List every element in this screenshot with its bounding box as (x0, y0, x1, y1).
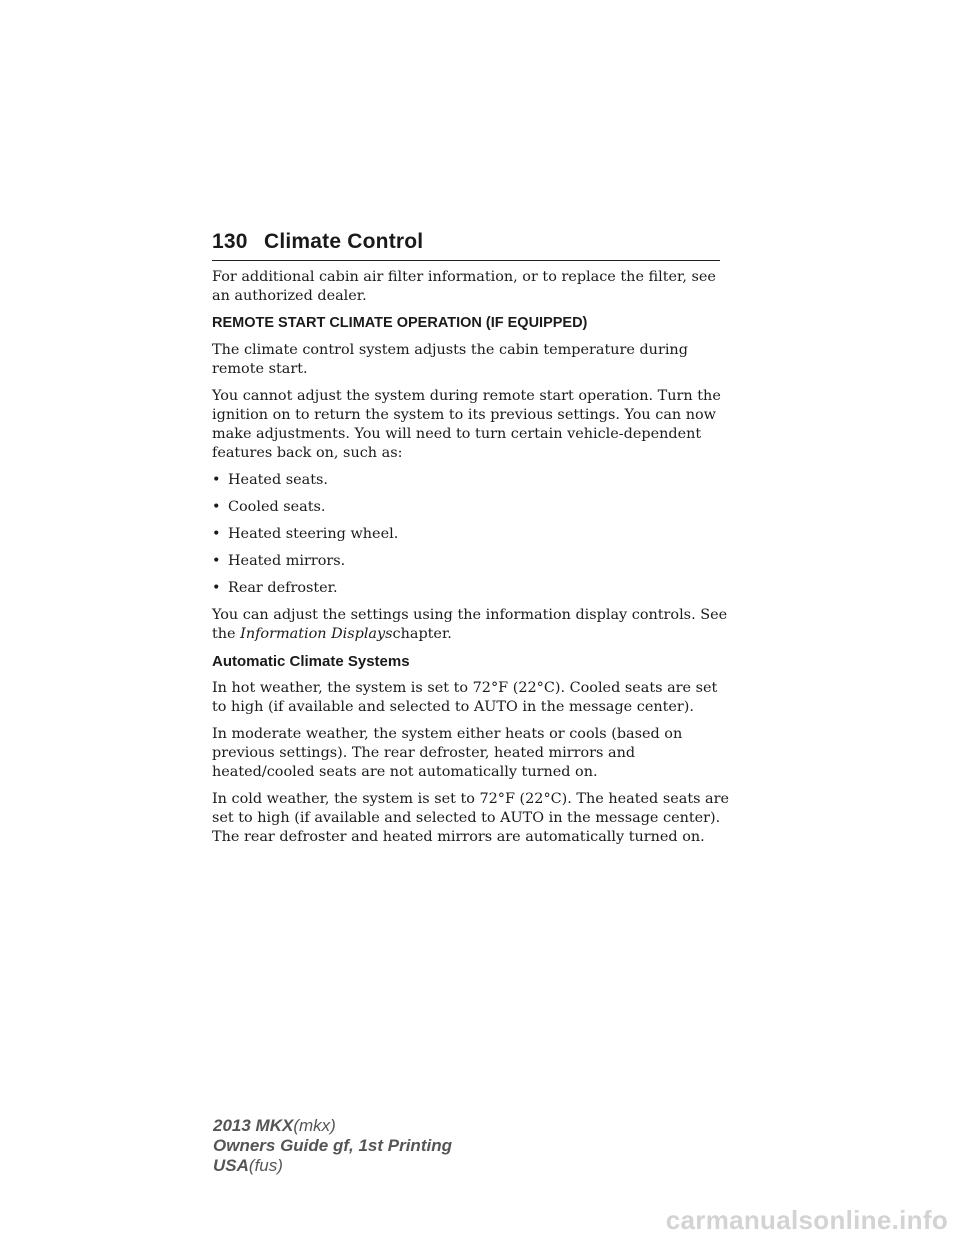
subheading-automatic-climate: Automatic Climate Systems (212, 653, 410, 670)
features-list (212, 471, 732, 598)
bullet-icon: • (212, 553, 221, 569)
list-item-text: Heated seats. (228, 472, 328, 488)
paragraph-remote-start-intro: The climate control system adjusts the cabin temperature during remote start. (212, 342, 688, 377)
section-heading-remote-start: REMOTE START CLIMATE OPERATION (IF EQUIPPED) (212, 315, 588, 331)
paragraph-moderate-weather: In moderate weather, the system either heats or cools (based on previous settings). The rear defroster, heated mirrors and heated/cooled seats are not automatically turned on. (212, 726, 683, 780)
paragraph-cabin-filter: For additional cabin air filter information, or to replace the filter, see an authorized dealer. (212, 269, 716, 304)
footer-guide: Owners Guide gf, 1st Printing (213, 1136, 452, 1155)
bullet-icon: • (212, 499, 221, 515)
list-item-text: Heated steering wheel. (228, 526, 399, 542)
paragraph-cold-weather: In cold weather, the system is set to 72°F (22°C). The heated seats are set to high (if available and selected to AUTO in the message center). The rear defroster and heated mirrors are automatically turned on. (212, 791, 730, 845)
footer-region-code: (fus) (248, 1156, 283, 1175)
site-watermark: carmanualsonline.info (665, 1205, 948, 1235)
list-item (212, 498, 732, 517)
page-content (212, 268, 732, 855)
page-number: 130 (212, 230, 248, 253)
info-displays-chapter-link[interactable]: Information Displays (240, 626, 393, 642)
paragraph-hot-weather: In hot weather, the system is set to 72°F (22°C). Cooled seats are set to high (if available and selected to AUTO in the message center). (212, 680, 718, 715)
info-display-text-end: chapter. (392, 626, 452, 642)
footer-model-line (213, 1116, 452, 1136)
chapter-title: Climate Control (264, 230, 424, 253)
footer-region-line (213, 1156, 452, 1176)
list-item (212, 525, 732, 544)
paragraph-info-display-ref (212, 606, 732, 644)
info-display-text-start: You can adjust the settings using the information display controls. See the (212, 607, 728, 642)
list-item (212, 552, 732, 571)
list-item (212, 579, 732, 598)
footer-region: USA (213, 1156, 249, 1175)
footer-model-code: (mkx) (293, 1116, 336, 1135)
bullet-icon: • (212, 472, 221, 488)
list-item-text: Cooled seats. (228, 499, 326, 515)
paragraph-remote-start-adjust: You cannot adjust the system during remote start operation. Turn the ignition on to return the system to its previous settings. You can now make adjustments. You will need to turn certain vehicle-dependent features back on, such as: (212, 388, 721, 461)
bullet-icon: • (212, 580, 221, 596)
list-item-text: Rear defroster. (228, 580, 338, 596)
footer-model: 2013 MKX (213, 1116, 294, 1135)
page-footer (213, 1116, 452, 1176)
page-header (212, 228, 720, 261)
bullet-icon: • (212, 526, 221, 542)
list-item-text: Heated mirrors. (228, 553, 346, 569)
list-item (212, 471, 732, 490)
